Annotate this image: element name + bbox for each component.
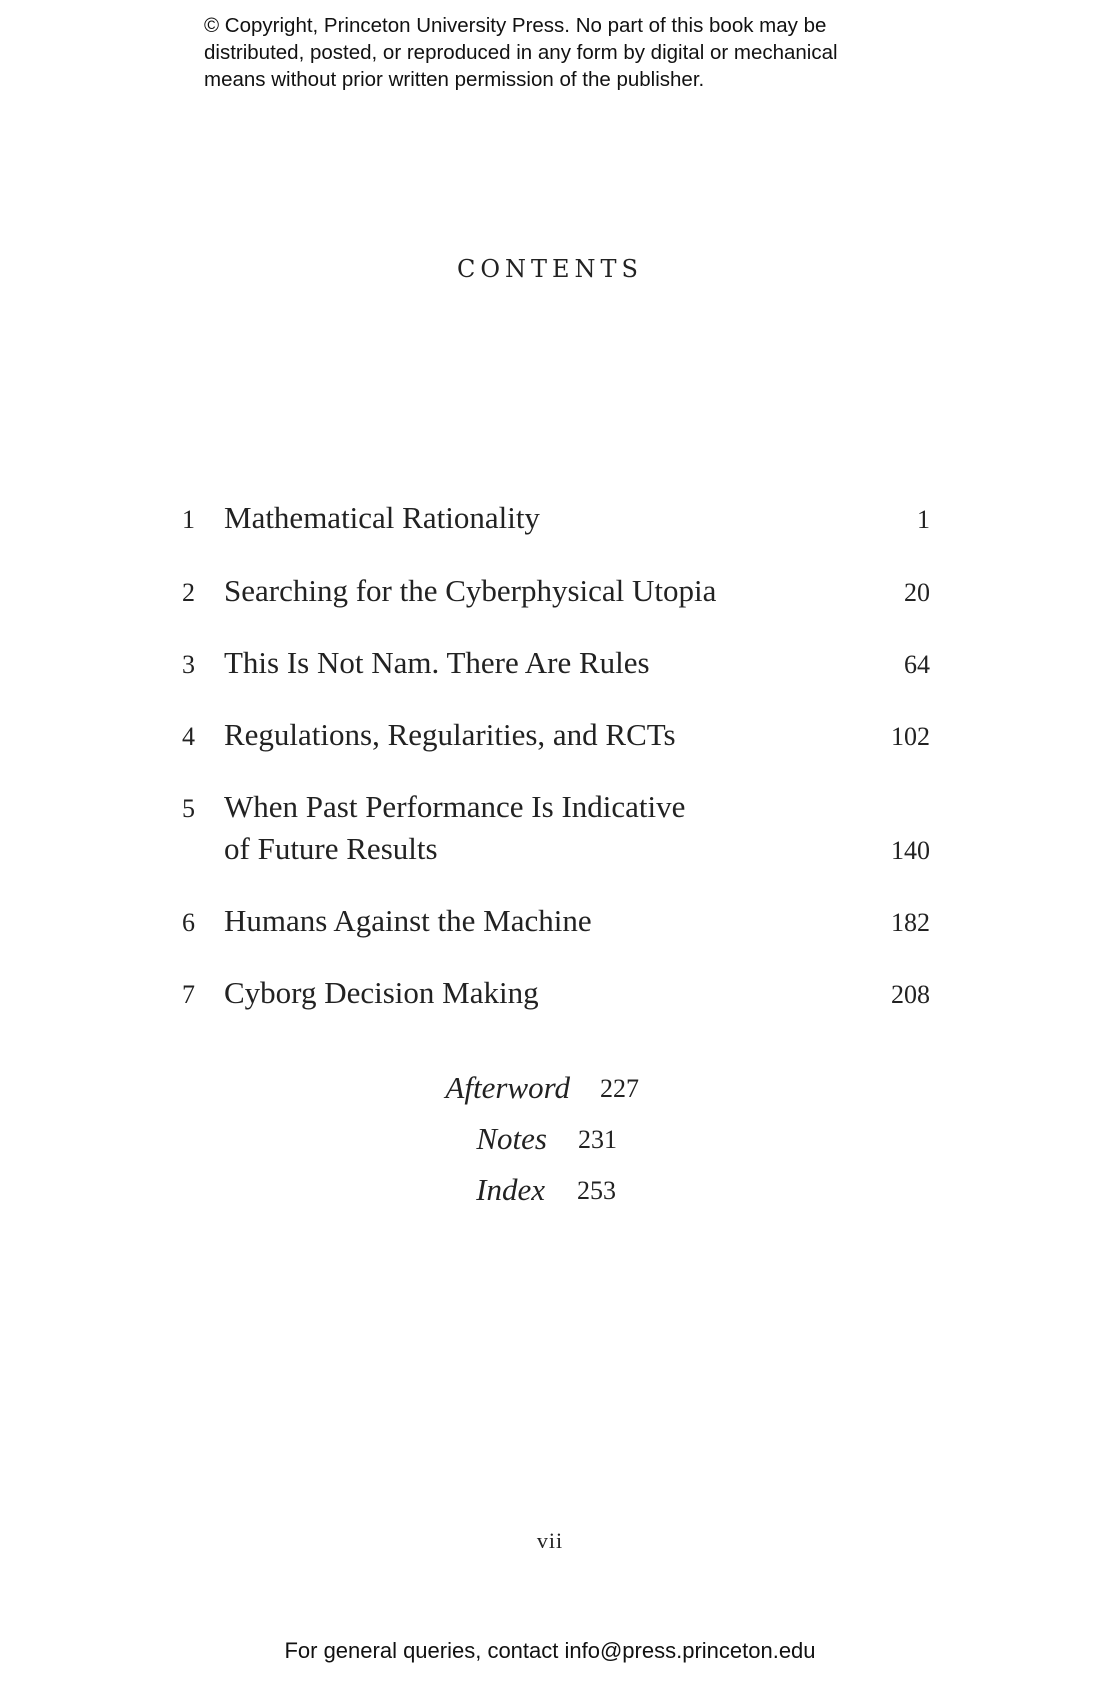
chapter-title-line: This Is Not Nam. There Are Rules <box>224 645 650 680</box>
chapter-title <box>224 642 650 684</box>
chapter-number: 6 <box>182 908 195 937</box>
chapter-title-line: Regulations, Regularities, and RCTs <box>224 717 676 752</box>
footer-contact: For general queries, contact info@press.princeton.edu <box>284 1638 816 1663</box>
chapter-page: 20 <box>904 578 930 607</box>
copyright-line: distributed, posted, or reproduced in any form by digital or mechanical <box>204 41 838 64</box>
back-matter-page: 227 <box>600 1074 639 1103</box>
chapter-page: 182 <box>891 908 930 937</box>
back-matter-index <box>0 1168 1100 1212</box>
chapter-number: 4 <box>182 722 195 751</box>
chapter-number: 5 <box>182 794 195 823</box>
back-matter-page: 253 <box>577 1176 616 1205</box>
chapter-title <box>224 714 676 756</box>
chapter-title <box>224 900 592 942</box>
chapter-title <box>224 570 716 612</box>
back-matter-label: Notes <box>476 1121 547 1156</box>
chapter-title-line: Cyborg Decision Making <box>224 975 539 1010</box>
chapter-number: 7 <box>182 980 195 1009</box>
chapter-title <box>224 786 685 870</box>
copyright-notice <box>204 12 924 93</box>
chapter-page: 140 <box>891 836 930 865</box>
back-matter-notes <box>0 1117 1100 1161</box>
copyright-line: means without prior written permission of the publisher. <box>204 68 705 91</box>
chapter-title <box>224 972 539 1014</box>
chapter-title-line: Mathematical Rationality <box>224 500 540 535</box>
chapter-page: 102 <box>891 722 930 751</box>
chapter-title-line: of Future Results <box>224 831 438 866</box>
page-number: vii <box>536 1528 564 1553</box>
back-matter-label: Index <box>476 1172 545 1207</box>
back-matter-page: 231 <box>578 1125 617 1154</box>
chapter-number: 3 <box>182 650 195 679</box>
chapter-title-line: Humans Against the Machine <box>224 903 592 938</box>
chapter-number: 2 <box>182 578 195 607</box>
chapter-page: 208 <box>891 980 930 1009</box>
chapter-title-line: When Past Performance Is Indicative <box>224 789 686 824</box>
chapter-title <box>224 497 540 539</box>
copyright-line: © Copyright, Princeton University Press. No part of this book may be <box>204 14 827 37</box>
contents-heading: CONTENTS <box>456 255 643 283</box>
chapter-page: 64 <box>904 650 930 679</box>
back-matter-label: Afterword <box>445 1070 570 1105</box>
chapter-page: 1 <box>917 505 930 534</box>
chapter-title-line: Searching for the Cyberphysical Utopia <box>224 573 717 608</box>
back-matter-afterword <box>0 1066 1100 1110</box>
chapter-number: 1 <box>182 505 195 534</box>
